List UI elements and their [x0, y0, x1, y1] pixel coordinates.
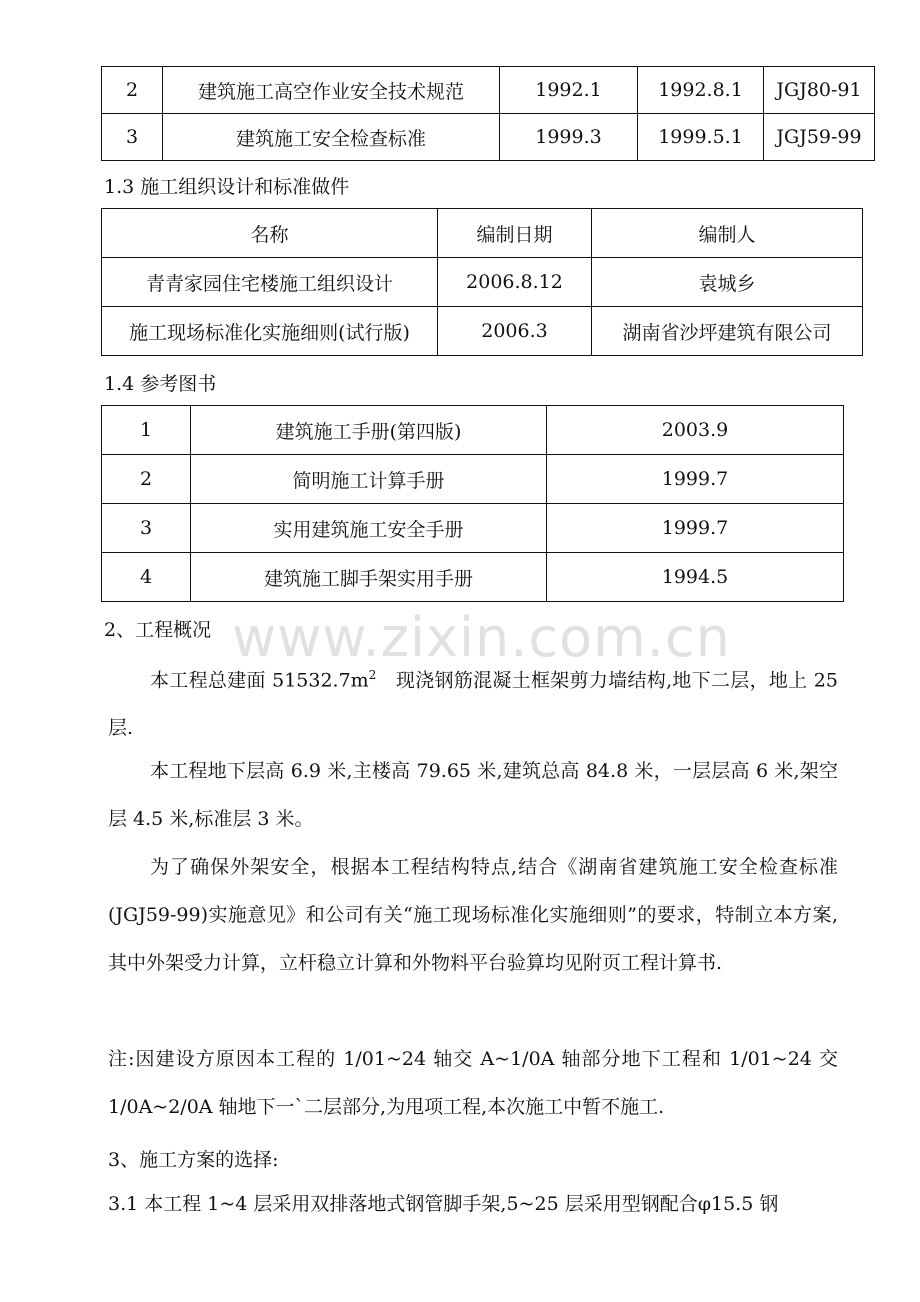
overview-paragraph-1	[108, 651, 838, 752]
overview-note: 注:因建设方原因本工程的 1/01~24 轴交 A~1/0A 轴部分地下工程和 1/01~24 交 1/0A~2/0A 轴地下一`二层部分,为甩项工程,本次施工中暂不施工.	[108, 1048, 838, 1118]
section-heading-2: 2、工程概况	[104, 619, 212, 641]
table-cell: 1992.8.1	[638, 67, 764, 114]
table-cell: 湖南省沙坪建筑有限公司	[592, 307, 863, 356]
table-cell: 2006.8.12	[438, 258, 592, 307]
table-cell: 建筑施工高空作业安全技术规范	[163, 67, 500, 114]
superscript: 2	[368, 668, 377, 682]
overview-paragraph-3: 为了确保外架安全，根据本工程结构特点,结合《湖南省建筑施工安全检查标准(JGJ59-99)实施意见》和公司有关“施工现场标准化实施细则”的要求，特制立本方案,其中外架受力计算，立杆稳立计算和外物料平台验算均见附页工程计算书.	[108, 856, 838, 974]
table-cell: 3	[102, 504, 191, 553]
plan-paragraph-1: 3.1 本工程 1~4 层采用双排落地式钢管脚手架,5~25 层采用型钢配合φ15.5 钢	[108, 1193, 779, 1215]
table-cell: 1999.7	[547, 455, 844, 504]
table-cell: 2003.9	[547, 406, 844, 455]
table-cell: 4	[102, 553, 191, 602]
watermark: www.zixin.com.cn	[232, 606, 731, 669]
table-cell: 简明施工计算手册	[191, 455, 547, 504]
table-cell: 2	[102, 455, 191, 504]
table-cell: 1	[102, 406, 191, 455]
table-cell: 实用建筑施工安全手册	[191, 504, 547, 553]
table-row	[102, 504, 844, 553]
table-cell: JGJ80-91	[764, 67, 875, 114]
table-cell: 1994.5	[547, 553, 844, 602]
table-row	[102, 553, 844, 602]
table-cell: 建筑施工脚手架实用手册	[191, 553, 547, 602]
table-cell: 3	[102, 114, 163, 161]
table-row	[102, 258, 863, 307]
table-row	[102, 114, 875, 161]
table-cell: 2006.3	[438, 307, 592, 356]
overview-text: 现浇钢筋混凝土框架剪力墙结构,地下二层，地上 25 层.	[108, 669, 838, 740]
table-cell: 施工现场标准化实施细则(试行版)	[102, 307, 438, 356]
table-cell: 青青家园住宅楼施工组织设计	[102, 258, 438, 307]
table-row	[102, 406, 844, 455]
table-header-cell: 编制日期	[438, 209, 592, 258]
table-row	[102, 455, 844, 504]
table-cell: 建筑施工安全检查标准	[163, 114, 500, 161]
table-row	[102, 307, 863, 356]
table-row	[102, 67, 875, 114]
table-cell: JGJ59-99	[764, 114, 875, 161]
table-header-cell: 名称	[102, 209, 438, 258]
table-cell: 1992.1	[500, 67, 638, 114]
table-cell: 建筑施工手册(第四版)	[191, 406, 547, 455]
design-table	[101, 208, 863, 356]
table-header-row	[102, 209, 863, 258]
table-cell: 2	[102, 67, 163, 114]
table-cell: 袁城乡	[592, 258, 863, 307]
overview-text: 本工程总建面 51532.7m	[150, 669, 369, 692]
table-cell: 1999.3	[500, 114, 638, 161]
section-heading-1-3: 1.3 施工组织设计和标准做件	[104, 176, 350, 198]
table-cell: 1999.7	[547, 504, 844, 553]
standards-table	[101, 66, 875, 161]
overview-paragraph-2: 本工程地下层高 6.9 米,主楼高 79.65 米,建筑总高 84.8 米，一层层高 6 米,架空层 4.5 米,标准层 3 米。	[108, 760, 838, 830]
table-cell: 1999.5.1	[638, 114, 764, 161]
section-heading-1-4: 1.4 参考图书	[104, 373, 217, 395]
table-header-cell: 编制人	[592, 209, 863, 258]
books-table	[101, 405, 844, 602]
section-heading-3: 3、施工方案的选择:	[108, 1149, 279, 1171]
